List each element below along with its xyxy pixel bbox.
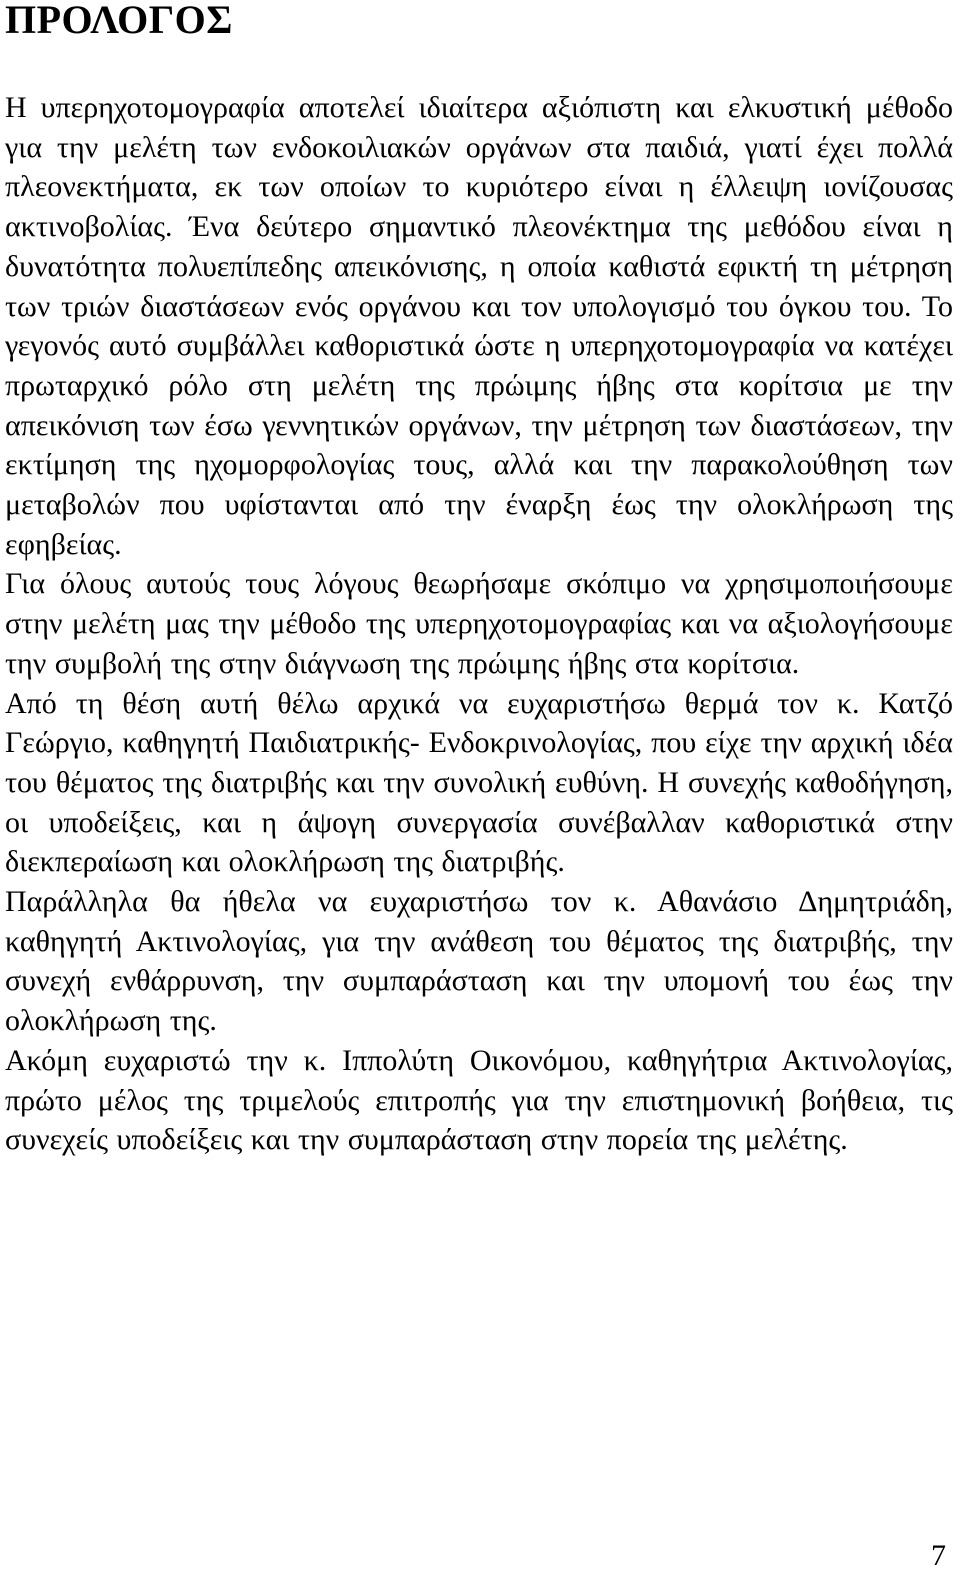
paragraph-intro: Η υπερηχοτομογραφία αποτελεί ιδιαίτερα αξιόπιστη και ελκυστική μέθοδο για την μελέτη των ενδοκοιλιακών οργάνων στα παιδιά, γιατί έχει πολλά πλεονεκτήματα, εκ των οποίων το κυριότερο είναι η έλλειψη ιονίζουσας ακτινοβολίας. Ένα δεύτερο σημαντικό πλεονέκτημα της μεθόδου είναι η δυνατότητα πολυεπίπεδης απεικόνισης, η οποία καθιστά εφικτή τη μέτρηση των τριών διαστάσεων ενός οργάνου και τον υπολογισμό του όγκου του. Το γεγονός αυτό συμβάλλει καθοριστικά ώστε η υπερηχοτομογραφία να κατέχει πρωταρχικό ρόλο στη μελέτη της πρώιμης ήβης στα κορίτσια με την απεικόνιση των έσω γεννητικών οργάνων, την μέτρηση των διαστάσεων, την εκτίμηση της ηχομορφολογίας τους, αλλά και την παρακολούθηση των μεταβολών που υφίστανται από την έναρξη έως την ολοκλήρωση της εφηβείας. — [5, 91, 953, 561]
page-number: 7 — [931, 1539, 946, 1572]
paragraph-thanks-katzos: Από τη θέση αυτή θέλω αρχικά να ευχαριστήσω θερμά τον κ. Κατζό Γεώργιο, καθηγητή Παιδιατρικής- Ενδοκρινολογίας, που είχε την αρχική ιδέα του θέματος της διατριβής και την συνολική ευθύνη. Η συνεχής καθοδήγηση, οι υποδείξεις, και η άψογη συνεργασία συνέβαλλαν καθοριστικά στην διεκπεραίωση και ολοκλήρωση της διατριβής. — [5, 686, 953, 879]
paragraph-thanks-dimitriadis: Παράλληλα θα ήθελα να ευχαριστήσω τον κ. Αθανάσιο Δημητριάδη, καθηγητή Ακτινολογίας, για την ανάθεση του θέματος της διατριβής, την συνεχή ενθάρρυνση, την συμπαράσταση και την υπομονή του έως την ολοκλήρωση της. — [5, 885, 953, 1038]
paragraph-thanks-oikonomou: Ακόμη ευχαριστώ την κ. Ιππολύτη Οικονόμου, καθηγήτρια Ακτινολογίας, πρώτο μέλος της τριμελούς επιτροπής για την επιστημονική βοήθεια, τις συνεχείς υποδείξεις και την συμπαράσταση στην πορεία της μελέτης. — [5, 1043, 953, 1157]
page-title: ΠΡΟΛΟΓΟΣ — [5, 0, 233, 42]
paragraph-purpose: Για όλους αυτούς τους λόγους θεωρήσαμε σκόπιμο να χρησιμοποιήσουμε στην μελέτη μας την μέθοδο της υπερηχοτομογραφίας και να αξιολογήσουμε την συμβολή της στην διάγνωση της πρώιμης ήβης στα κορίτσια. — [5, 567, 953, 680]
document-body — [5, 88, 953, 1160]
